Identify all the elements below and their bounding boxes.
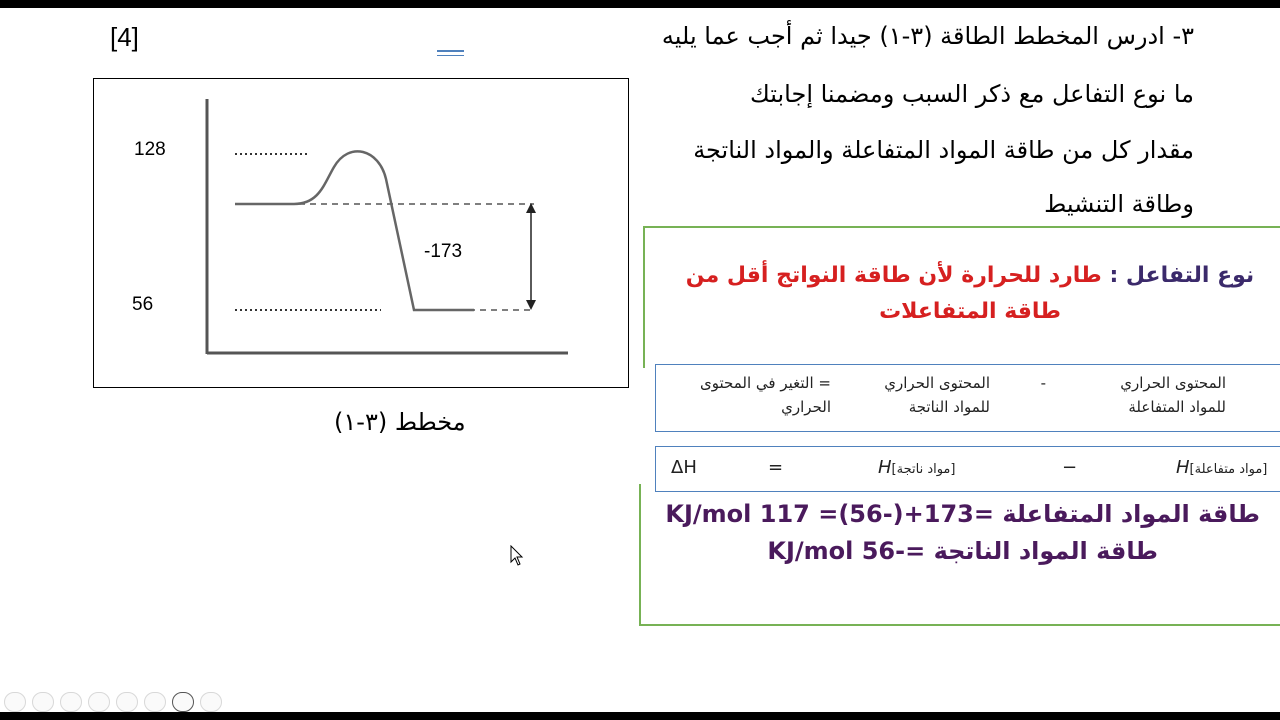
delta-arrow-head-down xyxy=(526,300,536,310)
reaction-type-label: نوع التفاعل : xyxy=(1109,263,1255,288)
toolbar-zoom-icon[interactable] xyxy=(116,692,138,712)
symbol-equals: = xyxy=(768,457,784,478)
products-energy-calc: طاقة المواد الناتجة =-56 KJ/mol xyxy=(767,537,1158,565)
question-mark-badge: [4] xyxy=(110,22,139,52)
delta-h-symbol: ΔH xyxy=(671,457,697,478)
reaction-type-text: طارد للحرارة لأن طاقة النواتج أقل من طاقة المتفاعلات xyxy=(685,263,1102,324)
energy-diagram-svg xyxy=(94,79,628,387)
label-128: 128 xyxy=(134,139,166,160)
reaction-type-answer xyxy=(660,258,1280,330)
reactants-heat-content: المحتوى الحراري للمواد المتفاعلة xyxy=(1120,374,1226,416)
label-delta: -173 xyxy=(424,241,463,262)
blue-underline-mark xyxy=(437,50,464,56)
question-line-2: ما نوع التفاعل مع ذكر السبب ومضمنا إجابتك xyxy=(750,80,1194,108)
question-line-4: وطاقة التنشيط xyxy=(1044,190,1194,218)
heat-content-change: = التغير في المحتوى الحراري xyxy=(700,374,831,416)
toolbar-forward-icon[interactable] xyxy=(32,692,54,712)
mouse-cursor-icon xyxy=(510,545,524,567)
label-56: 56 xyxy=(132,294,154,315)
bottom-black-bar xyxy=(0,712,1280,720)
energy-curve xyxy=(235,151,474,310)
video-toolbar xyxy=(0,692,222,712)
toolbar-slides-icon[interactable] xyxy=(88,692,110,712)
products-heat-content: المحتوى الحراري للمواد الناتجة xyxy=(884,374,990,416)
top-black-bar xyxy=(0,0,1280,8)
reactants-subscript: [مواد متفاعلة] xyxy=(1189,462,1268,477)
delta-arrow-head-up xyxy=(526,203,536,213)
toolbar-options-icon[interactable] xyxy=(144,692,166,712)
question-line-1: ٣- ادرس المخطط الطاقة (٣-١) جيدا ثم أجب عما يليه xyxy=(661,22,1194,50)
question-line-3: مقدار كل من طاقة المواد المتفاعلة والمواد الناتجة xyxy=(693,136,1194,164)
word-formula-box xyxy=(655,364,1280,432)
reactants-energy-calc: طاقة المواد المتفاعلة =173+(-56)= 117 KJ/mol xyxy=(665,500,1260,528)
toolbar-back-icon[interactable] xyxy=(4,692,26,712)
word-minus-sign: - xyxy=(1040,374,1046,392)
toolbar-pen-icon[interactable] xyxy=(60,692,82,712)
symbol-minus: − xyxy=(1062,457,1078,478)
toolbar-more-icon[interactable] xyxy=(200,692,222,712)
products-subscript: [مواد ناتجة] xyxy=(891,462,956,477)
toolbar-camera-icon[interactable] xyxy=(172,692,194,712)
energy-diagram xyxy=(93,78,629,388)
h-products: H xyxy=(878,457,892,478)
diagram-caption: مخطط (٣-١) xyxy=(334,408,466,436)
h-reactants: H xyxy=(1176,457,1190,478)
